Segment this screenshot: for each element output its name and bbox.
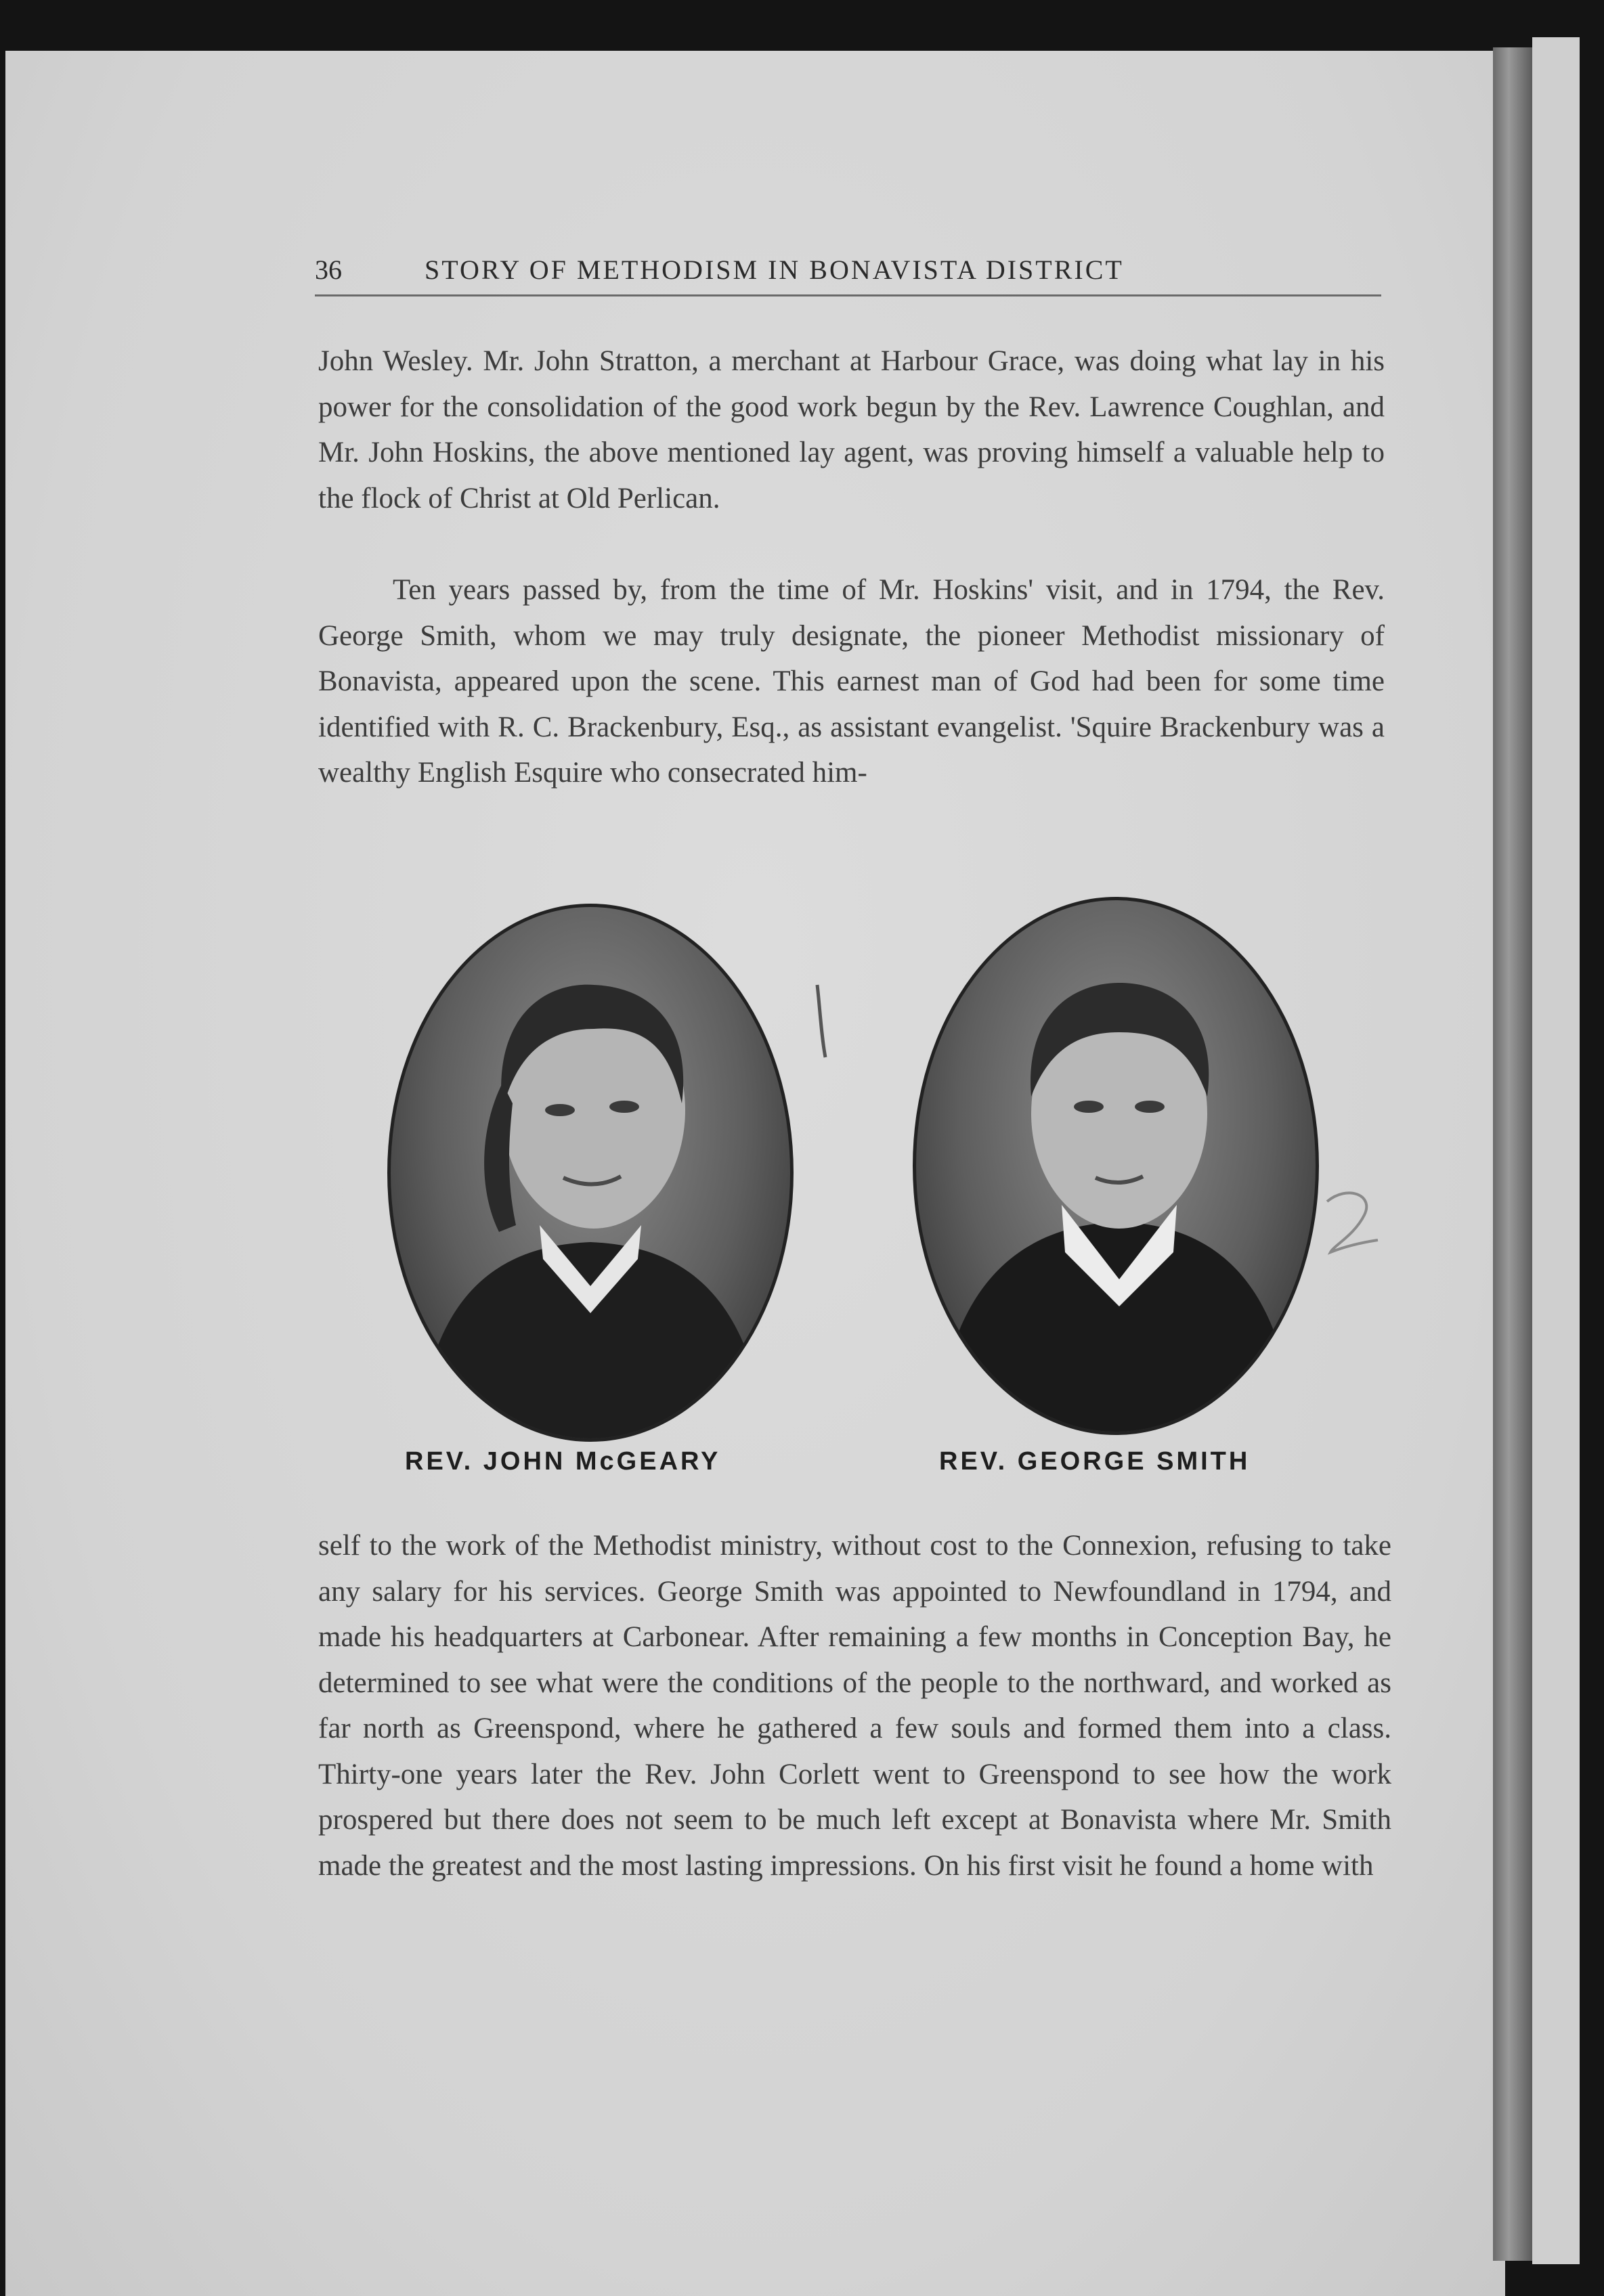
- paragraph-3: self to the work of the Methodist ministry, without cost to the Connexion, refusing to take any salary for his services. George Smith was appointed to Newfoundland in 1794, and made his headquarters at Carbonear. After remaining a few months in Conception Bay, he determined to see what were the conditions of the people to the northward, and worked as far north as Greenspond, where he gathered a few souls and formed them into a class. Thirty-one years later the Rev. John Corlett went to Greenspond to see how the work prospered but there does not seem to be much left except at Bonavista where Mr. Smith made the greatest and the most lasting impressions. On his first visit he found a home with: [318, 1530, 1391, 1882]
- portrait-figure-icon: [391, 907, 790, 1438]
- page-header: [315, 254, 1381, 296]
- caption-john-mcgeary: REV. JOHN McGEARY: [405, 1447, 721, 1476]
- portrait-john-mcgeary: [387, 904, 794, 1442]
- pencil-mark-icon: [809, 981, 836, 1063]
- adjacent-page-strip: [1532, 37, 1580, 2264]
- paragraph-1: John Wesley. Mr. John Stratton, a merchant at Harbour Grace, was doing what lay in his power for the consolidation of the good work begun by the Rev. Lawrence Coughlan, and Mr. John Hoskins, the above mentioned lay agent, was proving himself a valuable help to the flock of Christ at Old Perlican.: [318, 345, 1385, 514]
- caption-george-smith: REV. GEORGE SMITH: [939, 1447, 1251, 1476]
- running-head: STORY OF METHODISM IN BONAVISTA DISTRICT: [425, 255, 1124, 285]
- portrait-george-smith: [913, 897, 1319, 1435]
- portrait-figure-icon: [916, 900, 1316, 1432]
- page-edge: [1493, 47, 1532, 2261]
- page-number: 36: [315, 255, 342, 285]
- paragraph-2: Ten years passed by, from the time of Mr. Hoskins' visit, and in 1794, the Rev. George Smith, whom we may truly designate, the pioneer Methodist missionary of Bonavista, appeared upon the scene. This earnest man of God had been for some time identified with R. C. Brackenbury, Esq., as assistant evangelist. 'Squire Brackenbury was a wealthy English Esquire who consecrated him-: [318, 574, 1385, 789]
- handwritten-mark-icon: [1320, 1185, 1381, 1259]
